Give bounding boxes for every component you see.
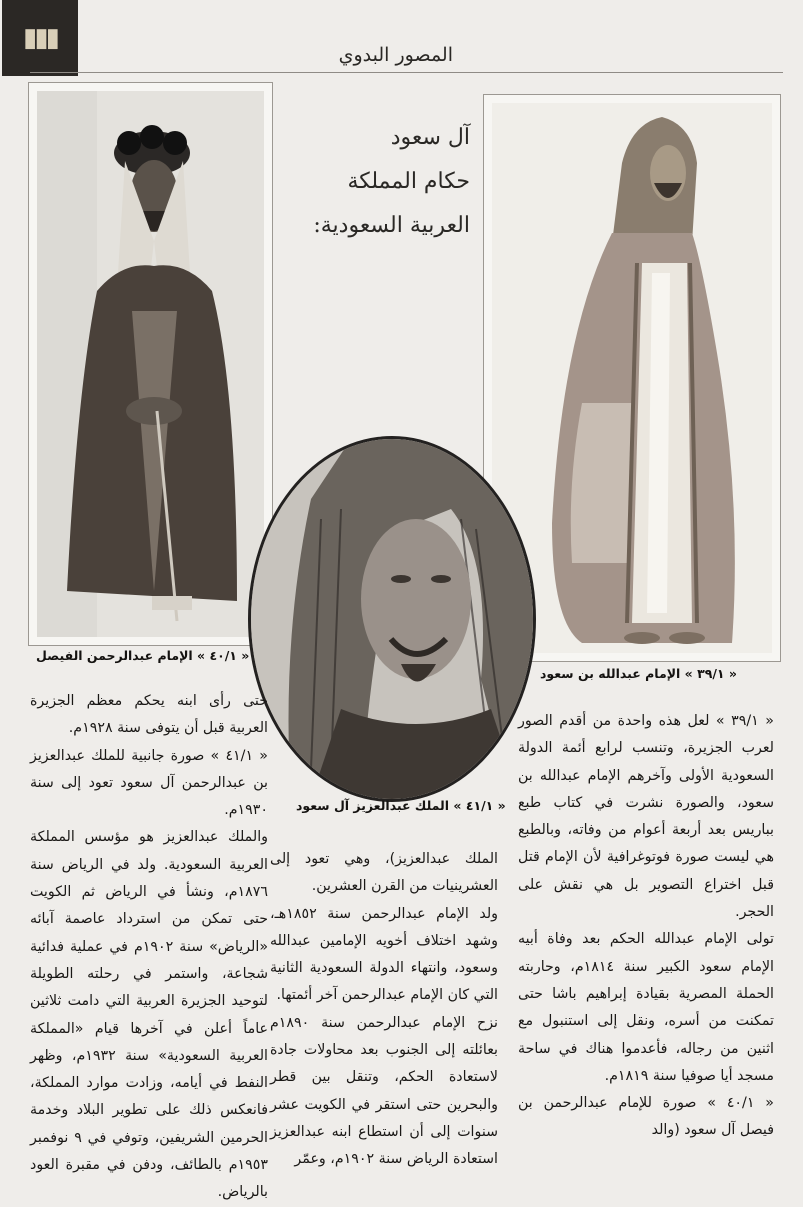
photo-king-abdulaziz xyxy=(248,436,536,802)
paragraph: « ٤١/١ » صورة جانبية للملك عبدالعزيز بن عبدالرحمن آل سعود تعود إلى سنة ١٩٣٠م. xyxy=(30,747,268,819)
standing-figure-lithograph xyxy=(492,103,772,653)
text-column-middle xyxy=(270,846,498,1174)
portrait-profile-illustration xyxy=(251,439,533,799)
paragraph: والملك عبدالعزيز هو مؤسس المملكة العربية السعودية. ولد في الرياض سنة ١٨٧٦م، ونشأ في الرياض ثم الكويت حتى تمكن من استرداد عاصمة آبائه «الرياض» سنة ١٩٠٢م في عملية فدائية شجاعة، واستمر في رحلته الطويلة لتوحيد الجزيرة العربية التي دامت ثلاثين عاماً أعلن في آخرها قيام «المملكة العربية السعودية» سنة ١٩٣٢م، وظهر النفط في أيامه، وزادت موارد المملكة، فانعكس ذلك على تطوير البلاد وخدمة الحرمين الشريفين، وتوفي في ٩ نوفمبر ١٩٥٣م بالطائف، ودفن في مقبرة العود بالرياض. xyxy=(30,829,268,1201)
paragraph: « ٤٠/١ » صورة للإمام عبدالرحمن بن فيصل آل سعود (والد xyxy=(518,1095,774,1139)
photo-imam-abdulrahman-image xyxy=(37,91,264,637)
seated-figure-illustration xyxy=(37,91,264,637)
title-line-3: العربية السعودية: xyxy=(313,213,470,238)
article-title xyxy=(300,116,470,248)
paragraph: « ٣٩/١ » لعل هذه واحدة من أقدم الصور لعرب الجزيرة، وتنسب لرابع أئمة الدولة السعودية الأولى وآخرهم الإمام عبدالله بن سعود، والصورة نشرت في كتاب طبع بباريس بعد أربعة أعوام من وفاته، وبالطبع هي ليست صورة فوتوغرافية لأن الإمام قتل قبل اختراع التصوير بل هي نقش على الحجر. xyxy=(518,713,774,921)
paragraph: ولد الإمام عبدالرحمن سنة ١٨٥٢هـ، وشهد اختلاف أخويه الإمامين عبدالله وسعود، وانتهاء الدولة السعودية الثانية التي كان الإمام عبدالرحمن آخر أئمتها. xyxy=(270,905,498,1004)
caption-king-abdulaziz: « ٤١/١ » الملك عبدالعزيز آل سعود xyxy=(296,798,506,813)
publication-logo: ▮▮▮ xyxy=(2,0,78,76)
text-column-left xyxy=(30,688,268,1207)
photo-imam-abdullah-image xyxy=(492,103,772,653)
paragraph: حتى رأى ابنه يحكم معظم الجزيرة العربية قبل أن يتوفى سنة ١٩٢٨م. xyxy=(30,693,268,737)
paragraph: نزح الإمام عبدالرحمن سنة ١٨٩٠م بعائلته إلى الجنوب بعد محاولات جادة لاستعادة الحكم، وتنقل بين قطر والبحرين حتى استقر في الكويت عشر سنوات إلى أن استطاع ابنه عبدالعزيز استعادة الرياض سنة ١٩٠٢م، وعمّر xyxy=(270,1014,498,1168)
paragraph: تولى الإمام عبدالله الحكم بعد وفاة أبيه الإمام سعود الكبير سنة ١٨١٤م، وحاربته الحملة المصرية بقيادة إبراهيم باشا حتى تمكنت من أسره، ونقل إلى استنبول مع اثنين من رجاله، فأعدموا هناك في ساحة مسجد أيا صوفيا سنة ١٨١٩م. xyxy=(518,931,774,1084)
header-rule xyxy=(30,72,783,73)
photo-imam-abdulrahman xyxy=(28,82,273,646)
text-column-right xyxy=(518,708,774,1145)
caption-imam-abdullah: « ٣٩/١ » الإمام عبدالله بن سعود xyxy=(540,666,737,681)
title-line-1: آل سعود xyxy=(390,125,470,150)
running-head: المصور البدوي xyxy=(338,44,453,66)
title-line-2: حكام المملكة xyxy=(347,169,470,194)
paragraph: الملك عبدالعزيز)، وهي تعود إلى العشرينيات من القرن العشرين. xyxy=(270,851,498,895)
caption-imam-abdulrahman: « ٤٠/١ » الإمام عبدالرحمن الفيصل xyxy=(36,648,250,663)
